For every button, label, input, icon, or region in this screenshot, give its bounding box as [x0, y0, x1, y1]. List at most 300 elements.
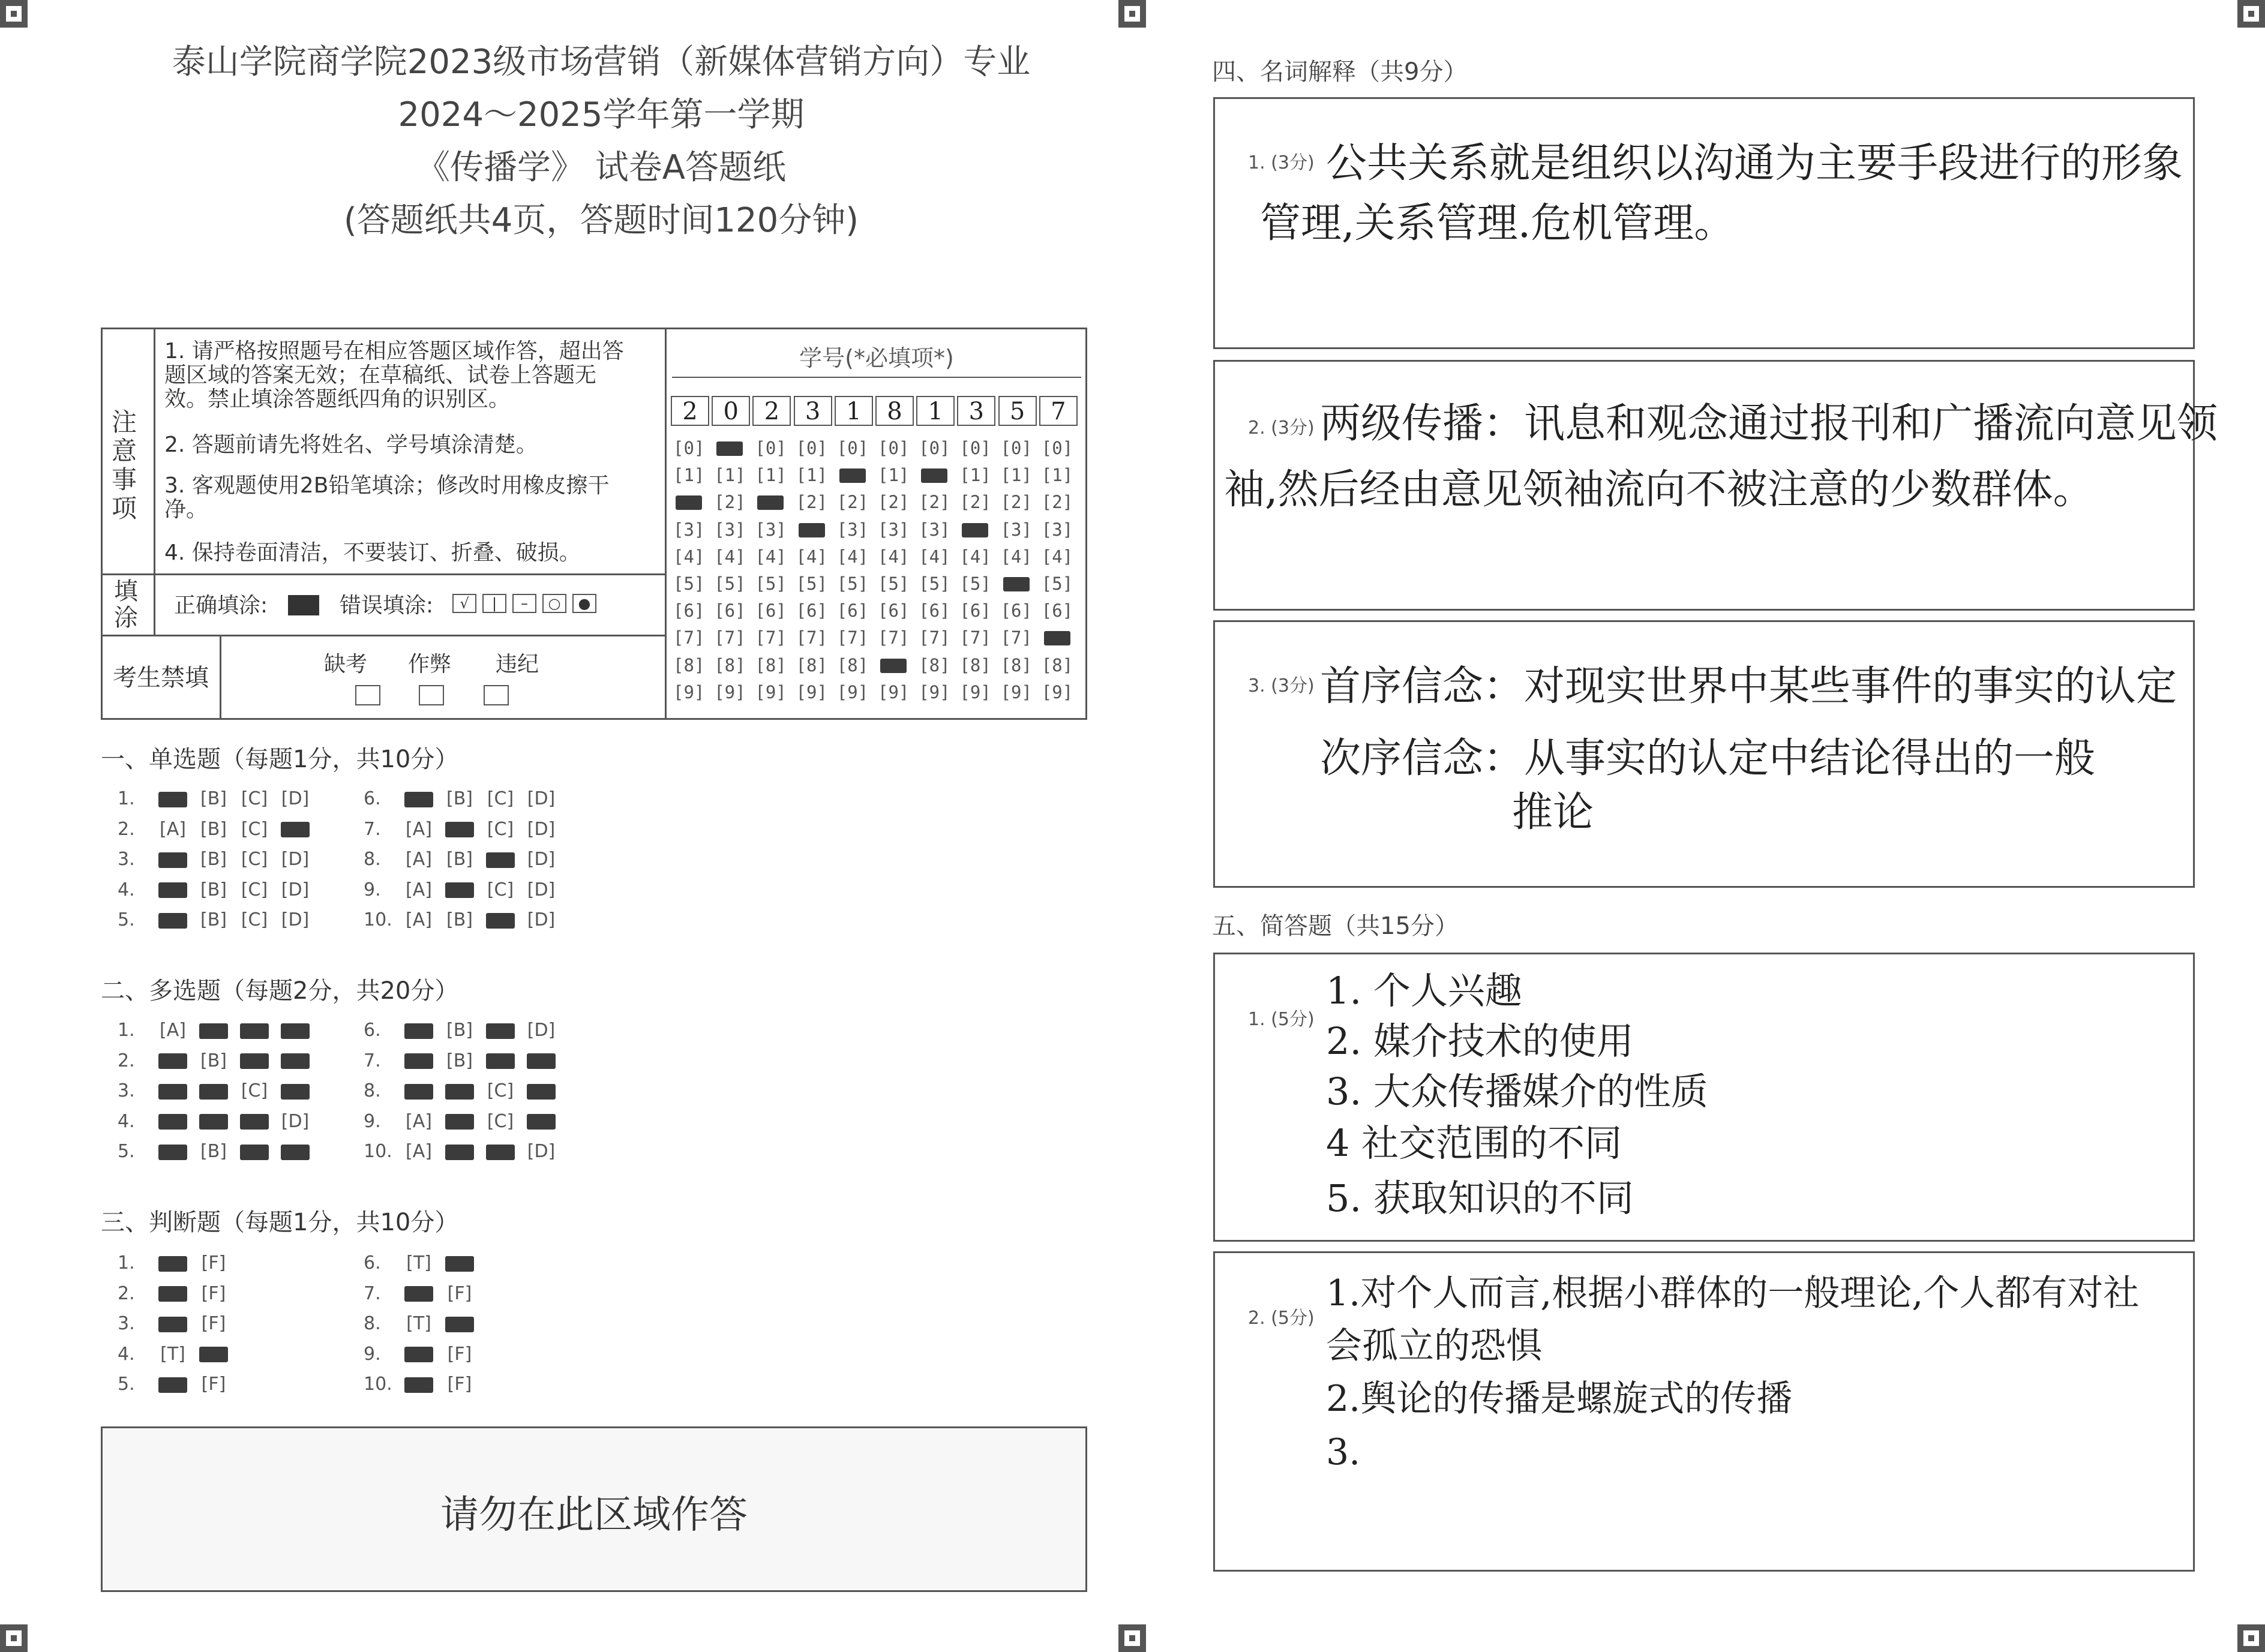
- single-choice-option-filled[interactable]: [480, 909, 521, 930]
- single-choice-option[interactable]: [D]: [281, 909, 310, 930]
- filled-bubble-icon: [445, 882, 474, 898]
- single-choice-option[interactable]: [C]: [241, 879, 268, 900]
- single-choice-option-filled[interactable]: [152, 879, 193, 900]
- filled-bubble-icon: [486, 1023, 515, 1039]
- corner-mark-bottom-center: [1118, 1624, 1146, 1652]
- single-choice-option[interactable]: [C]: [487, 818, 514, 840]
- single-choice-option-filled[interactable]: [439, 879, 480, 900]
- filled-bubble-icon: [158, 1145, 187, 1160]
- student-id-bubble[interactable]: [2]: [878, 492, 910, 513]
- multi-choice-option-filled[interactable]: [193, 1080, 234, 1101]
- multi-choice-option-filled[interactable]: [275, 1020, 316, 1041]
- single-choice-option[interactable]: [C]: [487, 788, 514, 809]
- judge-option[interactable]: [F]: [447, 1374, 472, 1395]
- student-id-digit: 3: [957, 396, 995, 426]
- multi-choice-option-filled[interactable]: [152, 1141, 193, 1162]
- student-id-bubble[interactable]: [5]: [673, 573, 705, 594]
- student-id-bubble[interactable]: [9]: [1041, 681, 1073, 702]
- violation-checkbox[interactable]: [484, 685, 509, 705]
- multi-choice-question-number: 4.: [118, 1110, 135, 1132]
- filled-bubble-icon: [486, 913, 515, 929]
- student-id-bubble[interactable]: [3]: [714, 519, 746, 540]
- multi-choice-option-filled[interactable]: [480, 1050, 521, 1071]
- multi-choice-option-filled[interactable]: [275, 1050, 316, 1071]
- multi-choice-option-filled[interactable]: [439, 1141, 480, 1162]
- student-id-bubble[interactable]: [9]: [836, 681, 869, 702]
- single-choice-option[interactable]: [B]: [200, 818, 227, 840]
- multi-choice-question-number: 6.: [364, 1020, 381, 1041]
- single-choice-option[interactable]: [A]: [406, 818, 432, 840]
- single-choice-option-filled[interactable]: [152, 909, 193, 930]
- filled-bubble-icon: [158, 792, 187, 807]
- judge-option[interactable]: [F]: [447, 1282, 472, 1304]
- judge-option-filled[interactable]: [439, 1313, 480, 1334]
- student-id-bubble[interactable]: [1]: [714, 465, 746, 486]
- header-title-line2: 2024～2025学年第一学期: [398, 95, 805, 134]
- multi-choice-option[interactable]: [D]: [527, 1141, 556, 1162]
- multi-choice-option-filled[interactable]: [398, 1020, 439, 1041]
- student-id-bubble[interactable]: [2]: [1000, 492, 1032, 513]
- student-id-bubble[interactable]: [5]: [1041, 573, 1073, 594]
- judge-question-row: [364, 1344, 480, 1365]
- student-id-bubble[interactable]: [5]: [796, 573, 827, 594]
- student-id-digit: 7: [1039, 396, 1078, 426]
- judge-option[interactable]: [F]: [201, 1282, 226, 1304]
- student-id-bubble-filled[interactable]: [1044, 631, 1070, 645]
- filled-bubble-icon: [445, 822, 474, 837]
- multi-choice-option-filled[interactable]: [193, 1020, 234, 1041]
- single-choice-option[interactable]: [B]: [446, 909, 473, 930]
- multi-choice-option[interactable]: [D]: [281, 1110, 310, 1132]
- student-id-bubble[interactable]: [8]: [755, 654, 787, 675]
- multi-choice-option-filled[interactable]: [439, 1080, 480, 1101]
- multi-choice-option-filled[interactable]: [275, 1141, 316, 1162]
- student-id-bubble[interactable]: [7]: [1000, 627, 1032, 648]
- student-id-bubble[interactable]: [0]: [755, 438, 787, 458]
- judge-option-filled[interactable]: [152, 1283, 193, 1304]
- single-choice-question-number: 6.: [364, 788, 381, 809]
- filled-bubble-icon: [158, 913, 187, 929]
- student-id-bubble[interactable]: [9]: [959, 681, 991, 702]
- single-choice-question-number: 3.: [118, 849, 135, 870]
- student-id-bubble[interactable]: [0]: [1000, 438, 1032, 458]
- judge-option[interactable]: [T]: [406, 1313, 431, 1334]
- judge-option[interactable]: [F]: [201, 1252, 226, 1273]
- student-id-bubble-filled[interactable]: [880, 659, 907, 673]
- multi-choice-question-number: 8.: [364, 1080, 381, 1101]
- student-id-bubble[interactable]: [1]: [796, 465, 827, 486]
- single-choice-option-filled[interactable]: [152, 788, 193, 809]
- filled-bubble-icon: [240, 1145, 269, 1160]
- single-choice-question-number: 9.: [364, 879, 381, 900]
- judge-question-row: [118, 1283, 234, 1304]
- filled-bubble-icon: [486, 852, 515, 868]
- student-id-bubble-filled[interactable]: [799, 523, 825, 537]
- single-choice-question-row: [118, 819, 316, 840]
- single-choice-option-filled[interactable]: [439, 819, 480, 840]
- student-id-bubble[interactable]: [6]: [1000, 600, 1032, 621]
- short-2-score: 2. (5分): [1248, 1308, 1315, 1329]
- student-id-bubble[interactable]: [7]: [673, 627, 705, 648]
- filled-bubble-icon: [281, 1053, 310, 1069]
- multi-choice-option-filled[interactable]: [193, 1111, 234, 1132]
- filled-bubble-icon: [527, 1114, 556, 1130]
- multi-choice-question-row: [118, 1050, 316, 1071]
- student-id-bubble[interactable]: [6]: [919, 600, 950, 621]
- judge-option[interactable]: [T]: [160, 1343, 185, 1365]
- filled-bubble-icon: [281, 1145, 310, 1160]
- multi-choice-option-filled[interactable]: [152, 1080, 193, 1101]
- student-id-bubble[interactable]: [7]: [959, 627, 991, 648]
- single-choice-option[interactable]: [B]: [200, 909, 227, 930]
- forbidden-label-divider: [220, 635, 221, 720]
- multi-choice-option-filled[interactable]: [152, 1050, 193, 1071]
- single-choice-option[interactable]: [D]: [527, 879, 556, 900]
- student-id-bubble[interactable]: [2]: [959, 492, 991, 513]
- single-choice-option[interactable]: [C]: [241, 909, 268, 930]
- term-2-line-2: 袖,然后经由意见领袖流向不被注意的少数群体。: [1224, 466, 2094, 513]
- term-3-score: 3. (3分): [1248, 675, 1315, 696]
- filled-bubble-icon: [281, 1023, 310, 1039]
- student-id-bubble[interactable]: [4]: [1041, 546, 1073, 567]
- student-id-bubble[interactable]: [4]: [919, 546, 950, 567]
- multi-choice-option-filled[interactable]: [152, 1111, 193, 1132]
- student-id-rule: [672, 377, 1081, 378]
- judge-question-row: [118, 1344, 234, 1365]
- section-terms-title: 四、名词解释（共9分）: [1212, 58, 1468, 86]
- fill-label-divider: [154, 573, 155, 635]
- student-id-bubble[interactable]: [9]: [796, 681, 827, 702]
- single-choice-option[interactable]: [B]: [446, 788, 473, 809]
- single-choice-option[interactable]: [A]: [406, 909, 432, 930]
- student-id-bubble[interactable]: [1]: [673, 465, 705, 486]
- single-choice-option[interactable]: [D]: [527, 849, 556, 870]
- judge-question-number: 3.: [118, 1313, 135, 1334]
- multi-choice-question-row: [364, 1020, 562, 1041]
- single-choice-option-filled[interactable]: [398, 788, 439, 809]
- judge-option-filled[interactable]: [152, 1252, 193, 1273]
- multi-choice-question-row: [118, 1020, 316, 1041]
- single-choice-option-filled[interactable]: [152, 849, 193, 870]
- single-choice-option[interactable]: [D]: [281, 849, 310, 870]
- judge-option-filled[interactable]: [152, 1313, 193, 1334]
- single-choice-question-number: 5.: [118, 909, 135, 930]
- single-choice-option[interactable]: [D]: [281, 879, 310, 900]
- student-id-bubble[interactable]: [1]: [1000, 465, 1032, 486]
- student-id-bubble[interactable]: [5]: [836, 573, 869, 594]
- fill-row-top: [101, 573, 666, 575]
- judge-option[interactable]: [F]: [447, 1343, 472, 1365]
- student-id-bubble[interactable]: [2]: [836, 492, 869, 513]
- student-id-bubble[interactable]: [9]: [673, 681, 705, 702]
- student-id-bubble[interactable]: [0]: [878, 438, 910, 458]
- student-id-bubble[interactable]: [9]: [1000, 681, 1032, 702]
- student-id-bubble[interactable]: [7]: [878, 627, 910, 648]
- student-id-bubble[interactable]: [1]: [1041, 465, 1073, 486]
- student-id-bubble[interactable]: [4]: [1000, 546, 1032, 567]
- judge-option-filled[interactable]: [193, 1344, 234, 1365]
- single-choice-option[interactable]: [A]: [406, 849, 432, 870]
- fill-row-bottom: [101, 635, 666, 636]
- student-id-bubble[interactable]: [3]: [878, 519, 910, 540]
- filled-bubble-icon: [158, 852, 187, 868]
- single-choice-option[interactable]: [C]: [241, 818, 268, 840]
- filled-bubble-icon: [158, 882, 187, 898]
- multi-choice-question-number: 9.: [364, 1110, 381, 1132]
- absent-checkbox[interactable]: [355, 685, 380, 705]
- judge-option-filled[interactable]: [439, 1252, 480, 1273]
- filled-bubble-icon: [445, 1145, 474, 1160]
- student-id-bubble-filled[interactable]: [962, 523, 988, 537]
- student-id-bubble[interactable]: [6]: [796, 600, 827, 621]
- short-1-score: 1. (5分): [1248, 1009, 1315, 1030]
- short-2-line-4: 3.: [1326, 1431, 1361, 1473]
- student-id-digit: 2: [671, 396, 709, 426]
- multi-choice-question-number: 5.: [118, 1141, 135, 1162]
- single-choice-option[interactable]: [D]: [527, 818, 556, 840]
- student-id-bubble[interactable]: [4]: [755, 546, 787, 567]
- judge-option-filled[interactable]: [152, 1374, 193, 1395]
- filled-bubble-icon: [158, 1256, 187, 1272]
- multi-choice-option-filled[interactable]: [398, 1050, 439, 1071]
- filled-bubble-icon: [158, 1286, 187, 1302]
- multi-choice-option[interactable]: [C]: [487, 1080, 514, 1101]
- student-id-digit: 5: [998, 396, 1037, 426]
- judge-question-number: 5.: [118, 1374, 135, 1395]
- multi-choice-option[interactable]: [B]: [200, 1050, 227, 1071]
- no-answer-zone-label: 请勿在此区域作答: [440, 1493, 748, 1537]
- judge-option-filled[interactable]: [398, 1374, 439, 1395]
- filled-bubble-icon: [445, 1317, 474, 1332]
- multi-choice-option-filled[interactable]: [521, 1050, 562, 1071]
- multi-choice-option[interactable]: [B]: [446, 1050, 473, 1071]
- single-choice-question-row: [118, 849, 316, 870]
- filled-bubble-icon: [240, 1114, 269, 1130]
- student-id-bubble[interactable]: [3]: [755, 519, 787, 540]
- student-id-bubble[interactable]: [8]: [796, 654, 827, 675]
- multi-choice-option[interactable]: [C]: [241, 1080, 268, 1101]
- term-1-score: 1. (3分): [1248, 152, 1315, 173]
- single-choice-option[interactable]: [C]: [241, 788, 268, 809]
- single-choice-option[interactable]: [B]: [446, 849, 473, 870]
- filled-bubble-icon: [158, 1377, 187, 1393]
- single-choice-option[interactable]: [A]: [160, 818, 186, 840]
- multi-choice-option[interactable]: [A]: [406, 1141, 432, 1162]
- short-1-line-1: 1. 个人兴趣: [1326, 969, 1522, 1013]
- student-id-bubble[interactable]: [9]: [919, 681, 950, 702]
- multi-choice-option-filled[interactable]: [234, 1050, 275, 1071]
- filled-bubble-icon: [445, 1256, 474, 1272]
- student-id-bubble[interactable]: [7]: [919, 627, 950, 648]
- student-id-bubble[interactable]: [0]: [796, 438, 827, 458]
- student-id-bubble[interactable]: [6]: [714, 600, 746, 621]
- student-id-bubble[interactable]: [6]: [1041, 600, 1073, 621]
- student-id-bubble[interactable]: [2]: [796, 492, 827, 513]
- single-choice-question-number: 2.: [118, 818, 135, 840]
- student-id-bubble[interactable]: [6]: [878, 600, 910, 621]
- multi-choice-option[interactable]: [D]: [527, 1020, 556, 1041]
- judge-question-number: 2.: [118, 1282, 135, 1304]
- filled-bubble-icon: [404, 1023, 433, 1039]
- multi-choice-option[interactable]: [A]: [160, 1020, 186, 1041]
- student-id-bubble[interactable]: [4]: [673, 546, 705, 567]
- student-id-bubble-filled[interactable]: [839, 468, 866, 483]
- student-id-digit: 8: [875, 396, 914, 426]
- judge-question-number: 6.: [364, 1252, 381, 1273]
- student-id-bubble-filled[interactable]: [757, 495, 784, 510]
- multi-choice-option-filled[interactable]: [480, 1020, 521, 1041]
- student-id-bubble[interactable]: [3]: [673, 519, 705, 540]
- student-id-bubble[interactable]: [3]: [919, 519, 950, 540]
- multi-choice-question-row: [118, 1111, 316, 1132]
- student-id-bubble[interactable]: [5]: [714, 573, 746, 594]
- single-choice-option[interactable]: [C]: [487, 879, 514, 900]
- multi-choice-option-filled[interactable]: [234, 1111, 275, 1132]
- multi-choice-option[interactable]: [B]: [446, 1020, 473, 1041]
- student-id-bubble[interactable]: [8]: [1000, 654, 1032, 675]
- multi-choice-question-row: [364, 1050, 562, 1071]
- single-choice-option[interactable]: [B]: [200, 879, 227, 900]
- student-id-bubble[interactable]: [9]: [755, 681, 787, 702]
- multi-choice-option-filled[interactable]: [521, 1111, 562, 1132]
- student-id-bubble[interactable]: [8]: [836, 654, 869, 675]
- filled-bubble-icon: [281, 822, 310, 837]
- multi-choice-option[interactable]: [C]: [487, 1110, 514, 1132]
- multi-choice-option[interactable]: [B]: [200, 1141, 227, 1162]
- correct-fill-label: 正确填涂:: [174, 593, 268, 618]
- student-id-bubble[interactable]: [0]: [673, 438, 705, 458]
- judge-option[interactable]: [F]: [201, 1374, 226, 1395]
- single-choice-option[interactable]: [B]: [200, 788, 227, 809]
- student-id-bubble[interactable]: [5]: [919, 573, 950, 594]
- student-id-bubble[interactable]: [9]: [878, 681, 910, 702]
- student-id-bubble[interactable]: [5]: [878, 573, 910, 594]
- header-title-line4: (答题纸共4页，答题时间120分钟): [343, 201, 859, 240]
- multi-choice-option[interactable]: [A]: [406, 1110, 432, 1132]
- student-id-bubble[interactable]: [2]: [1041, 492, 1073, 513]
- student-id-bubble-filled[interactable]: [1003, 577, 1030, 591]
- student-id-bubble[interactable]: [4]: [714, 546, 746, 567]
- filled-bubble-icon: [199, 1084, 228, 1100]
- single-choice-option[interactable]: [B]: [200, 849, 227, 870]
- student-id-bubble-filled[interactable]: [716, 441, 743, 456]
- student-id-bubble[interactable]: [7]: [714, 627, 746, 648]
- student-id-bubble[interactable]: [9]: [714, 681, 746, 702]
- judge-option[interactable]: [F]: [201, 1313, 226, 1334]
- single-choice-option[interactable]: [A]: [406, 879, 432, 900]
- student-id-bubble[interactable]: [7]: [796, 627, 827, 648]
- student-id-bubble[interactable]: [2]: [919, 492, 950, 513]
- single-choice-option[interactable]: [D]: [527, 788, 556, 809]
- student-id-bubble[interactable]: [7]: [755, 627, 787, 648]
- single-choice-option[interactable]: [D]: [527, 909, 556, 930]
- student-id-bubble-filled[interactable]: [676, 495, 702, 510]
- student-id-bubble[interactable]: [0]: [959, 438, 991, 458]
- single-choice-question-number: 7.: [364, 818, 381, 840]
- student-id-bubble[interactable]: [6]: [836, 600, 869, 621]
- multi-choice-option-filled[interactable]: [275, 1080, 316, 1101]
- multi-choice-question-number: 10.: [364, 1141, 392, 1162]
- judge-option-filled[interactable]: [398, 1283, 439, 1304]
- student-id-bubble[interactable]: [7]: [836, 627, 869, 648]
- section-short-answer-title: 五、简答题（共15分）: [1212, 912, 1459, 940]
- multi-choice-question-row: [118, 1141, 316, 1162]
- student-id-bubble[interactable]: [4]: [959, 546, 991, 567]
- single-choice-question-number: 1.: [118, 788, 135, 809]
- student-id-bubble[interactable]: [6]: [673, 600, 705, 621]
- student-id-bubble[interactable]: [3]: [1000, 519, 1032, 540]
- single-choice-option-filled[interactable]: [275, 819, 316, 840]
- student-id-bubble[interactable]: [0]: [919, 438, 950, 458]
- multi-choice-option-filled[interactable]: [521, 1080, 562, 1101]
- student-id-bubble[interactable]: [5]: [959, 573, 991, 594]
- student-id-bubble[interactable]: [8]: [959, 654, 991, 675]
- single-choice-question-number: 10.: [364, 909, 392, 930]
- student-id-bubble[interactable]: [3]: [1041, 519, 1073, 540]
- student-id-bubble[interactable]: [3]: [836, 519, 869, 540]
- multi-choice-option-filled[interactable]: [439, 1111, 480, 1132]
- student-id-digit: 2: [752, 396, 791, 426]
- student-id-bubble[interactable]: [1]: [878, 465, 910, 486]
- filled-bubble-icon: [404, 1084, 433, 1100]
- wrong-dash-icon: –: [512, 594, 536, 613]
- student-id-bubble[interactable]: [1]: [959, 465, 991, 486]
- multi-choice-option-filled[interactable]: [398, 1080, 439, 1101]
- filled-bubble-icon: [281, 1084, 310, 1100]
- student-id-bubble[interactable]: [8]: [673, 654, 705, 675]
- judge-option[interactable]: [T]: [406, 1252, 431, 1273]
- student-id-bubble[interactable]: [4]: [878, 546, 910, 567]
- student-id-bubble[interactable]: [8]: [919, 654, 950, 675]
- judge-question-row: [118, 1252, 234, 1273]
- student-id-bubble[interactable]: [6]: [755, 600, 787, 621]
- notice-item-1: 1. 请严格按照题号在相应答题区域作答，超出答题区域的答案无效；在草稿纸、试卷上答题无效。禁止填涂答题纸四角的识别区。: [164, 339, 624, 412]
- multi-choice-question-number: 3.: [118, 1080, 135, 1101]
- wrong-bar-icon: |: [482, 594, 506, 613]
- single-choice-option-filled[interactable]: [480, 849, 521, 870]
- multi-choice-question-row: [364, 1141, 562, 1162]
- multi-choice-option-filled[interactable]: [234, 1020, 275, 1041]
- student-id-bubble[interactable]: [6]: [959, 600, 991, 621]
- student-id-bubble[interactable]: [8]: [714, 654, 746, 675]
- single-choice-option[interactable]: [D]: [281, 788, 310, 809]
- single-choice-question-number: 4.: [118, 879, 135, 900]
- student-id-digit: 1: [835, 396, 873, 426]
- term-3-line-3: 推论: [1512, 789, 1594, 836]
- single-choice-option[interactable]: [C]: [241, 849, 268, 870]
- student-id-bubble[interactable]: [1]: [755, 465, 787, 486]
- multi-choice-option-filled[interactable]: [480, 1141, 521, 1162]
- section-multi-choice-title: 二、多选题（每题2分，共20分）: [101, 977, 459, 1005]
- student-id-bubble[interactable]: [5]: [755, 573, 787, 594]
- student-id-bubble[interactable]: [4]: [796, 546, 827, 567]
- correct-fill-sample: [288, 595, 319, 615]
- judge-question-number: 7.: [364, 1282, 381, 1304]
- student-id-bubble[interactable]: [0]: [836, 438, 869, 458]
- student-id-bubble-filled[interactable]: [921, 468, 947, 483]
- student-id-bubble[interactable]: [0]: [1041, 438, 1073, 458]
- notice-divider: [665, 328, 667, 720]
- student-id-bubble[interactable]: [8]: [1041, 654, 1073, 675]
- short-1-line-2: 2. 媒介技术的使用: [1326, 1019, 1634, 1063]
- student-id-bubble[interactable]: [2]: [714, 492, 746, 513]
- wrong-circle-icon: ○: [542, 594, 566, 613]
- student-id-bubble[interactable]: [4]: [836, 546, 869, 567]
- cheat-checkbox[interactable]: [419, 685, 444, 705]
- multi-choice-option-filled[interactable]: [234, 1141, 275, 1162]
- judge-option-filled[interactable]: [398, 1344, 439, 1365]
- single-choice-question-row: [364, 788, 562, 809]
